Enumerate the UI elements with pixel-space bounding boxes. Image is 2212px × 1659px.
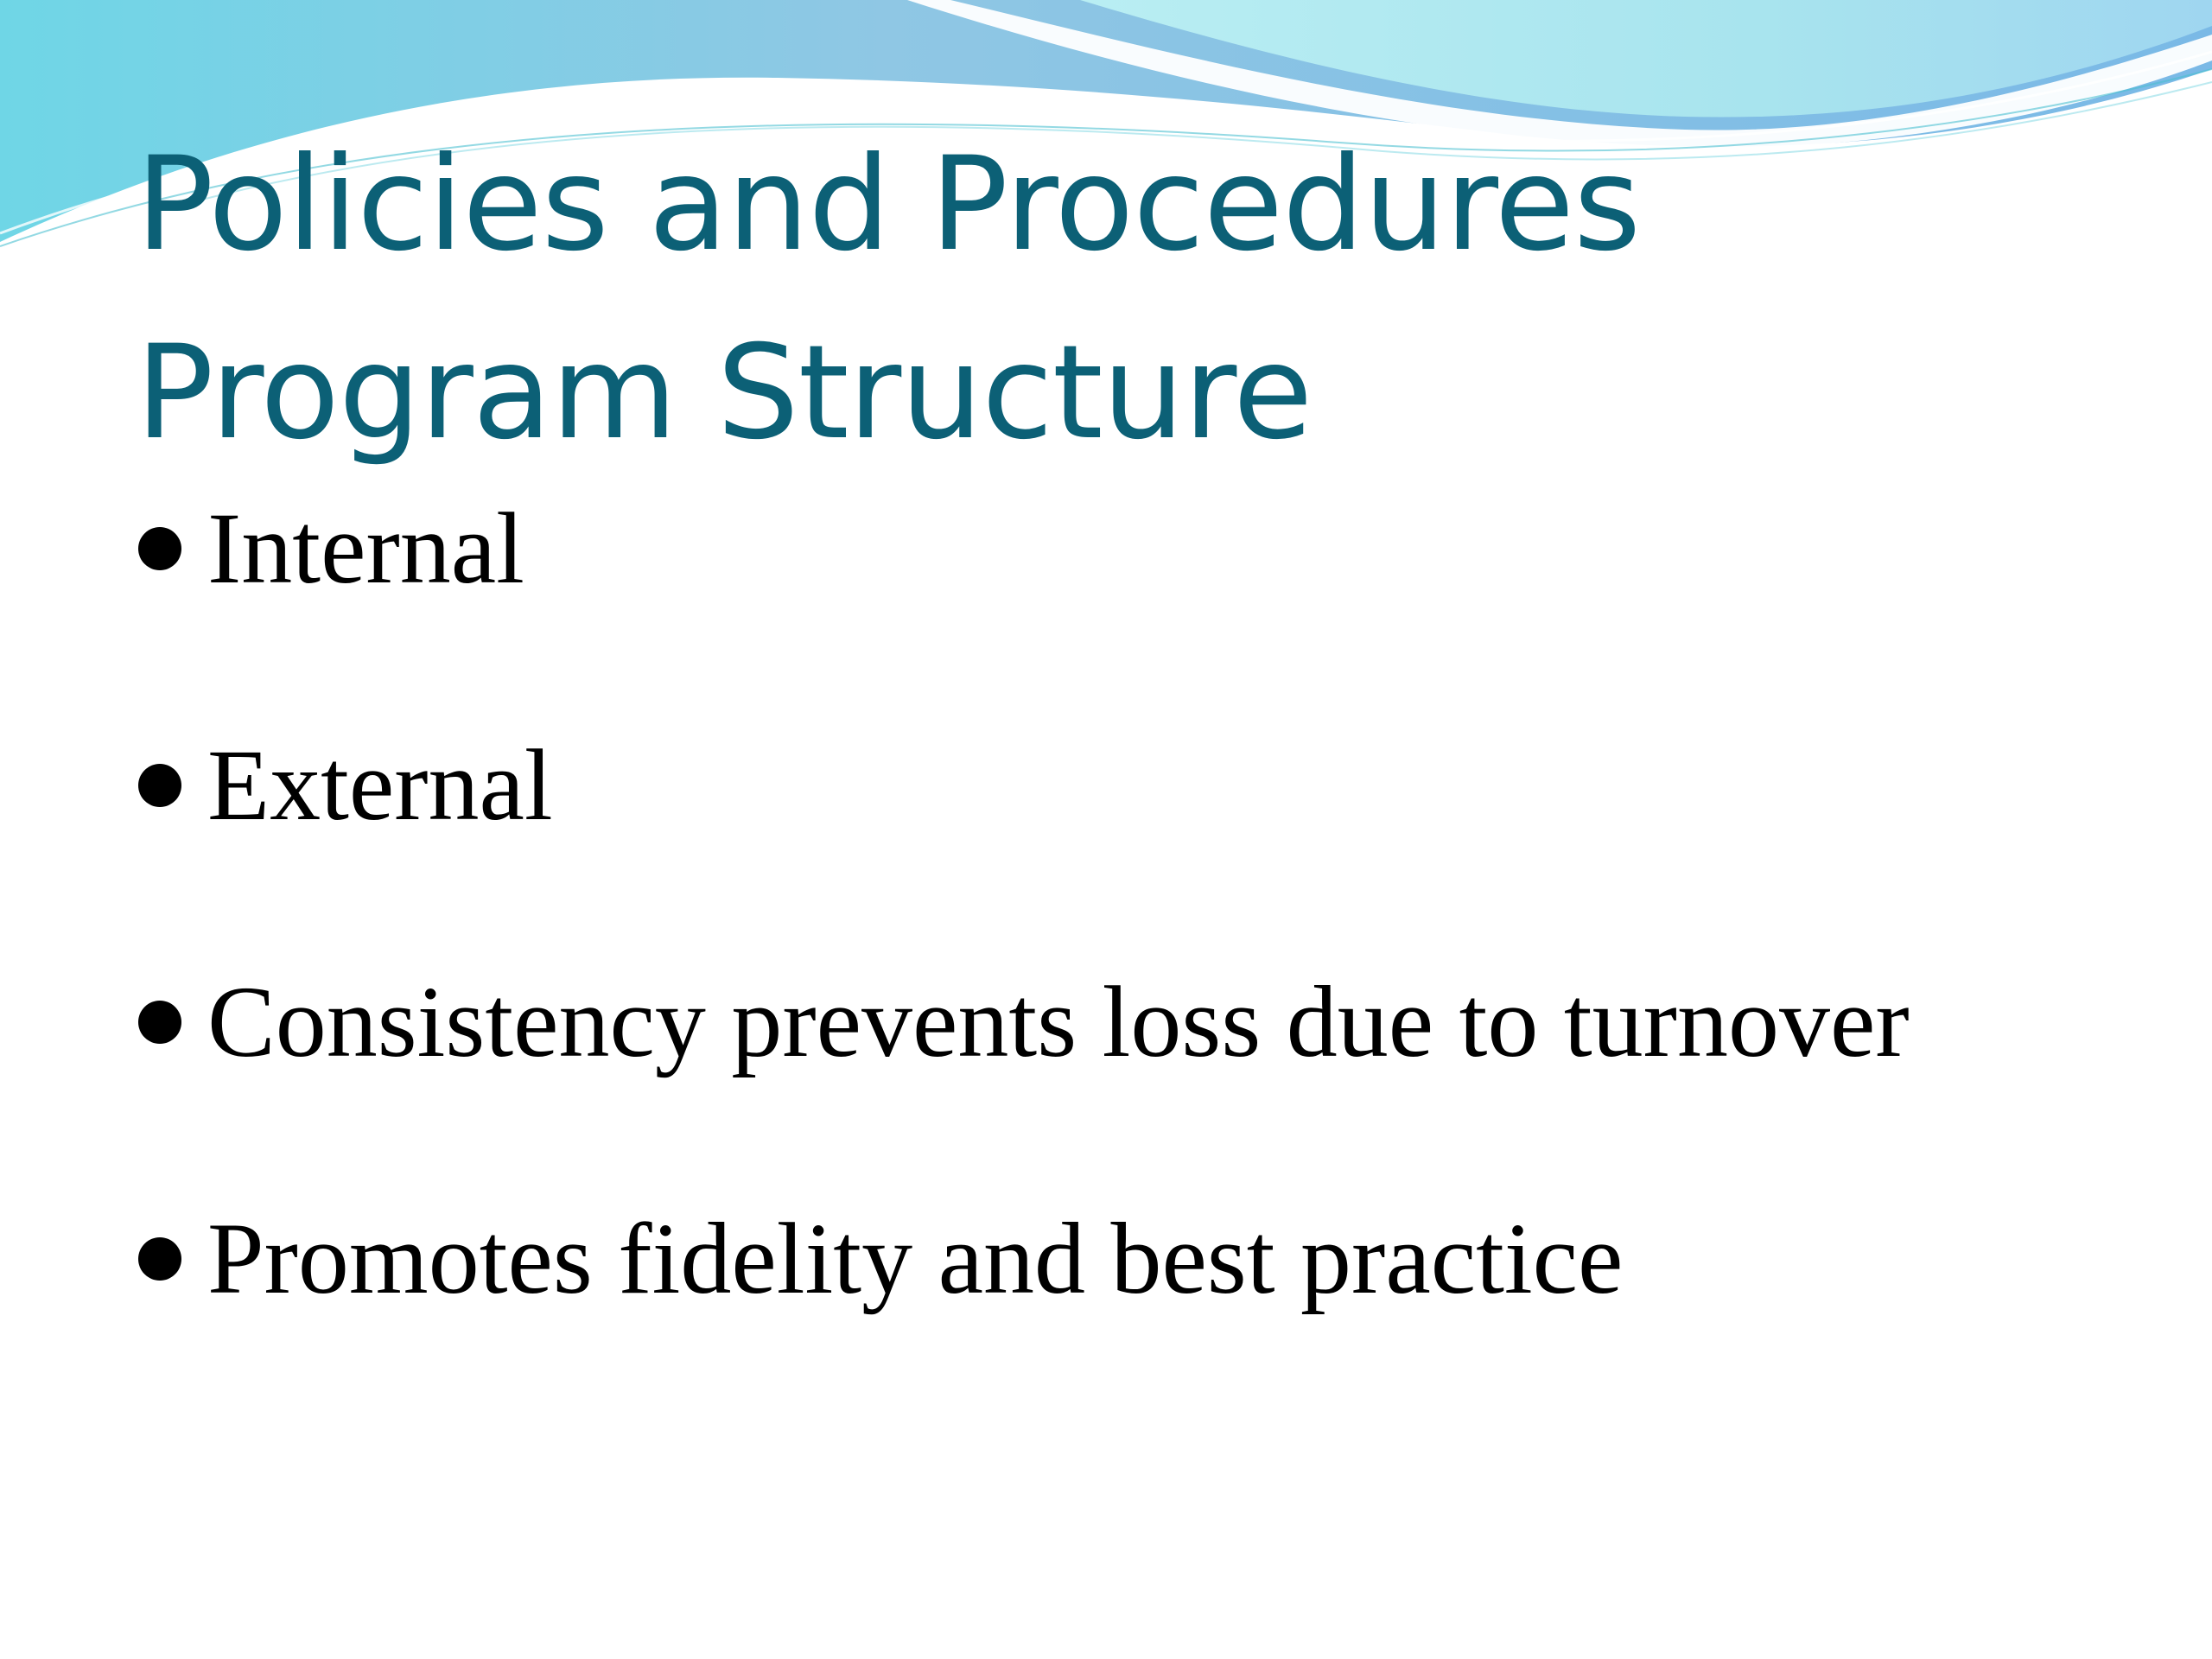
bullet-text: Consistency prevents loss due to turnover [207,965,1910,1078]
slide-title-line1: Policies and Procedures [136,130,1641,280]
bullet-text: External [207,728,553,842]
bullet-text: Internal [207,492,524,605]
slide-title [136,111,1640,487]
bullet-dot-icon [138,527,181,570]
bullet-item [138,1194,1910,1431]
bullet-dot-icon [138,1001,181,1044]
bullet-item [138,721,1910,957]
bullet-dot-icon [138,1237,181,1281]
bullet-list [138,484,1910,1431]
bullet-item [138,484,1910,721]
bullet-item [138,957,1910,1194]
bullet-dot-icon [138,764,181,807]
slide-title-line2: Program Structure [136,318,1313,468]
bullet-text: Promotes fidelity and best practice [207,1202,1624,1315]
